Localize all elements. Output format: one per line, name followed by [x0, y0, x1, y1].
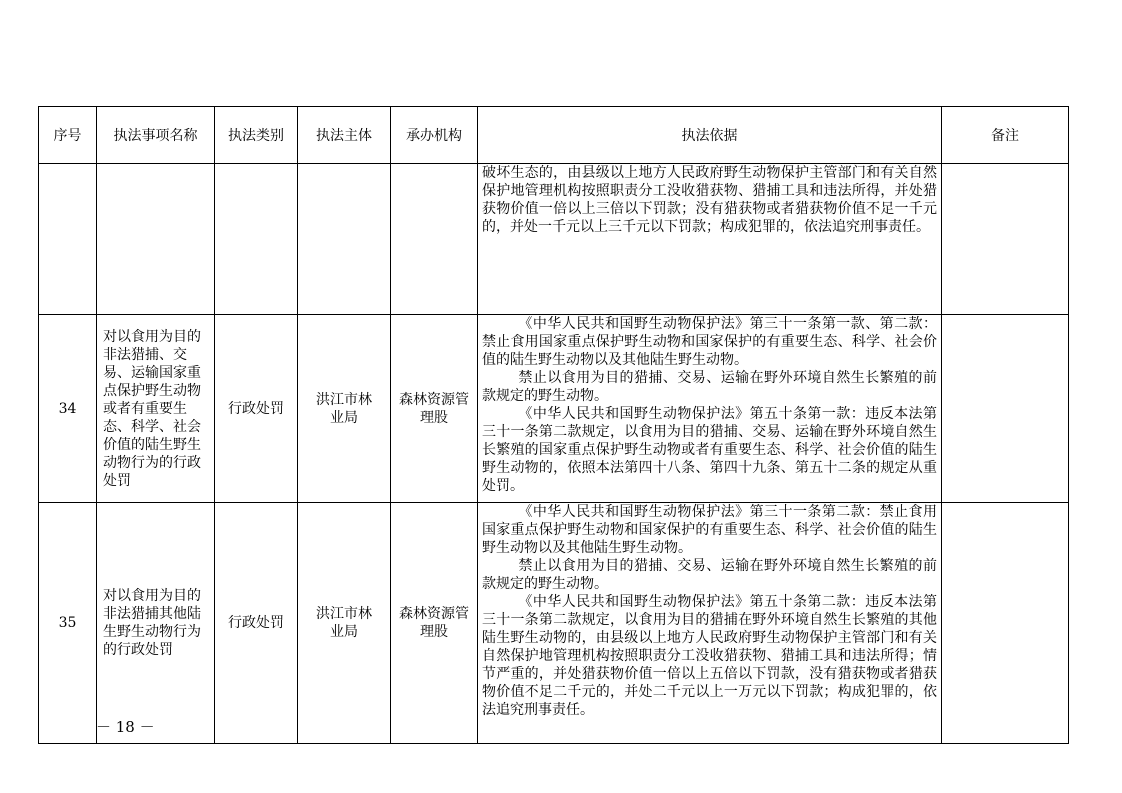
cell-office: 森林资源管理股: [391, 315, 478, 503]
basis-paragraph: 《中华人民共和国野生动物保护法》第五十条第二款：违反本法第三十一条第二款规定，以食用为目的猎捕在野外环境自然生长繁殖的其他陆生野生动物的，由县级以上地方人民政府野生动物保护主管部门和有关自然保护地管理机构按照职责分工没收猎获物、猎捕工具和违法所得；情节严重的，并处猎获物价值一倍以上五倍以下罚款，没有猎获物或者猎获物价值不足二千元的，并处二千元以上一万元以下罚款；构成犯罪的，依法追究刑事责任。: [482, 594, 937, 718]
cell-number: 34: [39, 315, 97, 503]
header-row: [39, 107, 1069, 164]
cell-number: 35: [39, 503, 97, 744]
header-remark: 备注: [942, 107, 1069, 164]
cell-basis: [478, 315, 942, 503]
cell-remark: [942, 503, 1069, 744]
cell-authority: 洪江市林业局: [298, 315, 391, 503]
table-row: [39, 503, 1069, 744]
basis-paragraph: 禁止以食用为目的猎捕、交易、运输在野外环境自然生长繁殖的前款规定的野生动物。: [482, 370, 937, 404]
page-number: － 18 －: [96, 718, 155, 736]
header-office: 承办机构: [391, 107, 478, 164]
cell-category: [215, 164, 298, 315]
basis-paragraph: 《中华人民共和国野生动物保护法》第三十一条第二款：禁止食用国家重点保护野生动物和国家保护的有重要生态、科学、社会价值的陆生野生动物以及其他陆生野生动物。: [482, 504, 937, 556]
cell-authority: [298, 164, 391, 315]
table-row-continued: [39, 164, 1069, 315]
cell-remark: [942, 315, 1069, 503]
cell-basis: [478, 503, 942, 744]
header-authority: 执法主体: [298, 107, 391, 164]
cell-category: 行政处罚: [215, 315, 298, 503]
table-row: [39, 315, 1069, 503]
cell-category: 行政处罚: [215, 503, 298, 744]
basis-paragraph: 禁止以食用为目的猎捕、交易、运输在野外环境自然生长繁殖的前款规定的野生动物。: [482, 558, 937, 592]
cell-office: 森林资源管理股: [391, 503, 478, 744]
enforcement-table: [38, 106, 1069, 744]
header-number: 序号: [39, 107, 97, 164]
cell-authority: 洪江市林业局: [298, 503, 391, 744]
header-item-name: 执法事项名称: [97, 107, 215, 164]
cell-number: [39, 164, 97, 315]
header-category: 执法类别: [215, 107, 298, 164]
header-basis: 执法依据: [478, 107, 942, 164]
basis-paragraph: 破坏生态的，由县级以上地方人民政府野生动物保护主管部门和有关自然保护地管理机构按照职责分工没收猎获物、猎捕工具和违法所得，并处猎获物价值一倍以上三倍以下罚款；没有猎获物或者猎获物价值不足一千元的，并处一千元以上三千元以下罚款；构成犯罪的，依法追究刑事责任。: [482, 165, 937, 235]
basis-paragraph: 《中华人民共和国野生动物保护法》第三十一条第一款、第二款： 禁止食用国家重点保护野生动物和国家保护的有重要生态、科学、社会价值的陆生野生动物以及其他陆生野生动物。: [482, 316, 937, 368]
cell-remark: [942, 164, 1069, 315]
cell-item-name: 对以食用为目的非法猎捕、交易、运输国家重点保护野生动物或者有重要生态、科学、社会价值的陆生野生动物行为的行政处罚: [97, 315, 215, 503]
basis-paragraph: 《中华人民共和国野生动物保护法》第五十条第一款：违反本法第三十一条第二款规定，以食用为目的猎捕、交易、运输在野外环境自然生长繁殖的国家重点保护野生动物或者有重要生态、科学、社会价值的陆生野生动物的，依照本法第四十八条、第四十九条、第五十二条的规定从重处罚。: [482, 406, 937, 494]
cell-office: [391, 164, 478, 315]
cell-basis: [478, 164, 942, 315]
cell-item-name: [97, 164, 215, 315]
cell-item-name: 对以食用为目的非法猎捕其他陆生野生动物行为的行政处罚: [97, 503, 215, 744]
